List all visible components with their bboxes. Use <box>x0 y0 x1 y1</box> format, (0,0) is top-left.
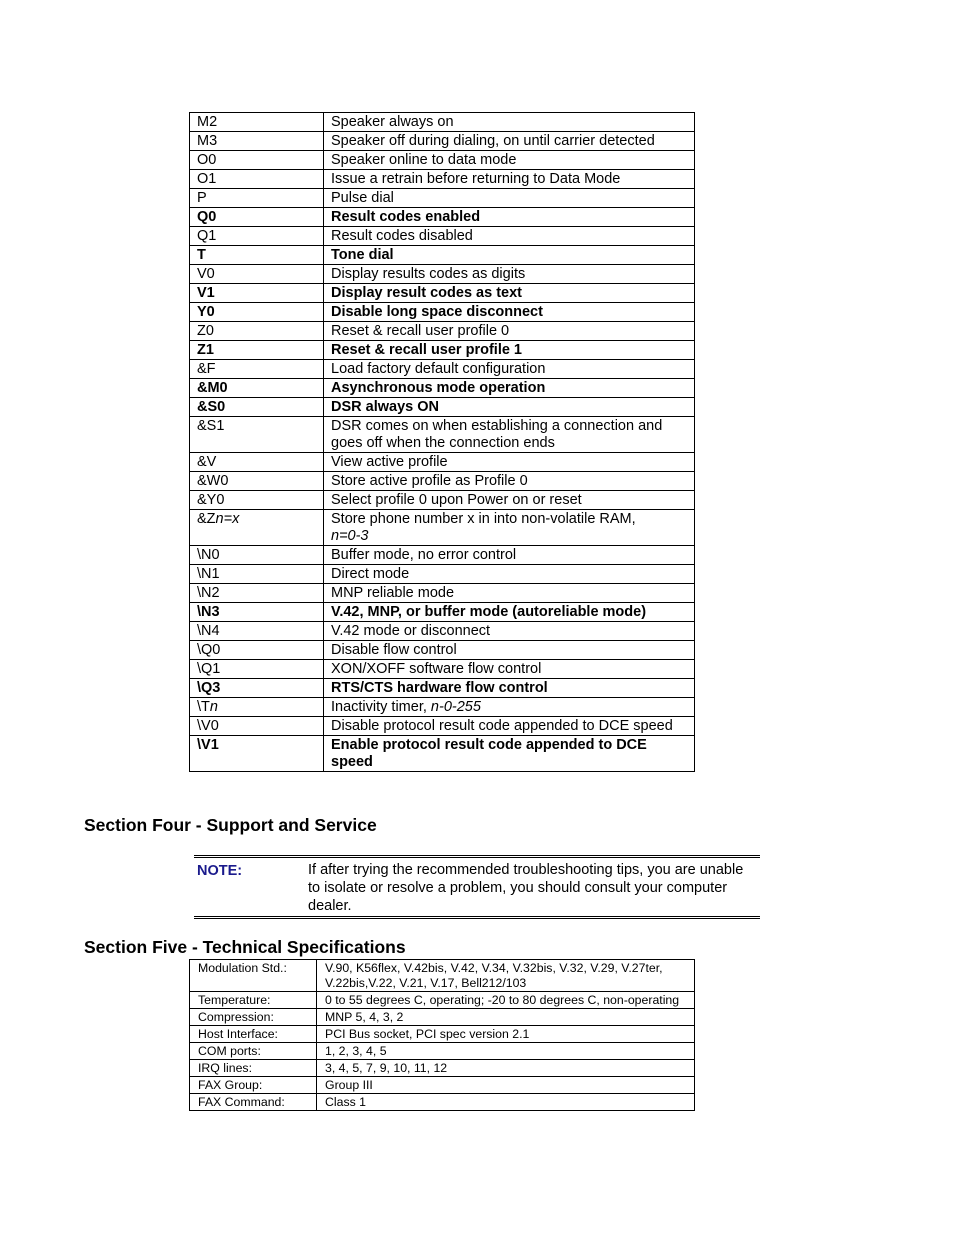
table-row <box>190 1077 695 1094</box>
command-description: View active profile <box>324 453 695 472</box>
command-code-prefix: \T <box>197 699 210 715</box>
command-code: &F <box>190 360 324 379</box>
command-code: T <box>190 246 324 265</box>
command-description: RTS/CTS hardware flow control <box>324 679 695 698</box>
command-description: Direct mode <box>324 565 695 584</box>
table-row <box>190 170 695 189</box>
spec-label: FAX Group: <box>190 1077 317 1094</box>
spec-value: 1, 2, 3, 4, 5 <box>317 1043 695 1060</box>
command-code: \Q0 <box>190 641 324 660</box>
spec-label: FAX Command: <box>190 1094 317 1111</box>
command-description: V.42 mode or disconnect <box>324 622 695 641</box>
command-code: \N1 <box>190 565 324 584</box>
command-description: Disable long space disconnect <box>324 303 695 322</box>
spec-value: PCI Bus socket, PCI spec version 2.1 <box>317 1026 695 1043</box>
command-code: \Q3 <box>190 679 324 698</box>
command-description: MNP reliable mode <box>324 584 695 603</box>
command-description: Display results codes as digits <box>324 265 695 284</box>
table-row <box>190 622 695 641</box>
command-code: &M0 <box>190 379 324 398</box>
command-description-text: Inactivity timer, <box>331 699 431 715</box>
command-description: Speaker always on <box>324 113 695 132</box>
table-row <box>190 1060 695 1077</box>
command-description-param: n=0-3 <box>331 528 369 544</box>
command-description: Disable protocol result code appended to DCE speed <box>324 717 695 736</box>
command-code: \V0 <box>190 717 324 736</box>
command-description: Speaker off during dialing, on until carrier detected <box>324 132 695 151</box>
table-row <box>190 546 695 565</box>
command-description <box>324 698 695 717</box>
table-row <box>190 265 695 284</box>
command-code: &W0 <box>190 472 324 491</box>
table-row <box>190 641 695 660</box>
command-description: Pulse dial <box>324 189 695 208</box>
spec-label: IRQ lines: <box>190 1060 317 1077</box>
table-row <box>190 453 695 472</box>
command-code: O0 <box>190 151 324 170</box>
table-row <box>190 398 695 417</box>
command-code: &S1 <box>190 417 324 453</box>
spec-label: Temperature: <box>190 992 317 1009</box>
note-text: If after trying the recommended troubleshooting tips, you are unable to isolate or resolve a problem, you should consult your computer dealer. <box>308 862 744 914</box>
table-row <box>190 341 695 360</box>
command-description: Asynchronous mode operation <box>324 379 695 398</box>
table-row <box>190 417 695 453</box>
command-description: Store active profile as Profile 0 <box>324 472 695 491</box>
table-row <box>190 132 695 151</box>
command-code: Q1 <box>190 227 324 246</box>
table-row <box>190 379 695 398</box>
spec-label: Modulation Std.: <box>190 960 317 992</box>
command-description: DSR always ON <box>324 398 695 417</box>
command-code <box>190 698 324 717</box>
command-code: \N0 <box>190 546 324 565</box>
table-row <box>190 284 695 303</box>
table-row <box>190 660 695 679</box>
command-code: &V <box>190 453 324 472</box>
table-row <box>190 565 695 584</box>
spec-value: Group III <box>317 1077 695 1094</box>
command-description: Disable flow control <box>324 641 695 660</box>
note-label: NOTE: <box>197 863 243 879</box>
command-description: Issue a retrain before returning to Data Mode <box>324 170 695 189</box>
command-code: V1 <box>190 284 324 303</box>
command-description: Buffer mode, no error control <box>324 546 695 565</box>
command-code: Z1 <box>190 341 324 360</box>
command-code: \N2 <box>190 584 324 603</box>
table-row <box>190 698 695 717</box>
table-row <box>190 603 695 622</box>
command-code: M2 <box>190 113 324 132</box>
spec-label: COM ports: <box>190 1043 317 1060</box>
command-code: &S0 <box>190 398 324 417</box>
spec-value: 3, 4, 5, 7, 9, 10, 11, 12 <box>317 1060 695 1077</box>
command-code <box>190 510 324 546</box>
command-description: Reset & recall user profile 0 <box>324 322 695 341</box>
table-row <box>190 208 695 227</box>
command-code: O1 <box>190 170 324 189</box>
command-code: \Q1 <box>190 660 324 679</box>
table-row <box>190 472 695 491</box>
table-row <box>190 679 695 698</box>
table-row <box>190 1094 695 1111</box>
table-row <box>190 992 695 1009</box>
table-row <box>190 360 695 379</box>
table-row <box>190 1026 695 1043</box>
command-code-prefix: &Z <box>197 511 216 527</box>
spec-label: Host Interface: <box>190 1026 317 1043</box>
command-code: &Y0 <box>190 491 324 510</box>
table-row <box>190 151 695 170</box>
table-row <box>190 491 695 510</box>
command-code: V0 <box>190 265 324 284</box>
command-code: Y0 <box>190 303 324 322</box>
at-command-table <box>189 112 695 772</box>
command-code: Q0 <box>190 208 324 227</box>
command-description <box>324 510 695 546</box>
command-description: Result codes enabled <box>324 208 695 227</box>
spec-value: MNP 5, 4, 3, 2 <box>317 1009 695 1026</box>
table-row <box>190 227 695 246</box>
command-code: \N4 <box>190 622 324 641</box>
section-four-heading: Section Four - Support and Service <box>84 815 377 835</box>
table-row <box>190 736 695 772</box>
table-row <box>190 246 695 265</box>
command-description: Reset & recall user profile 1 <box>324 341 695 360</box>
command-code: M3 <box>190 132 324 151</box>
spec-value: Class 1 <box>317 1094 695 1111</box>
command-code: P <box>190 189 324 208</box>
table-row <box>190 322 695 341</box>
command-description: Result codes disabled <box>324 227 695 246</box>
command-code: \N3 <box>190 603 324 622</box>
command-description: Speaker online to data mode <box>324 151 695 170</box>
command-description-param: n-0-255 <box>430 699 481 715</box>
command-description-text: Store phone number x in into non-volatile RAM, <box>331 511 636 527</box>
command-code-param: n <box>209 699 218 715</box>
command-description: Display result codes as text <box>324 284 695 303</box>
command-description: Enable protocol result code appended to DCE speed <box>324 736 695 772</box>
table-row <box>190 960 695 992</box>
table-row <box>190 1009 695 1026</box>
command-description: Load factory default configuration <box>324 360 695 379</box>
note-box <box>194 855 760 919</box>
command-description: Select profile 0 upon Power on or reset <box>324 491 695 510</box>
table-row <box>190 189 695 208</box>
table-row <box>190 717 695 736</box>
spec-label: Compression: <box>190 1009 317 1026</box>
table-row <box>190 584 695 603</box>
section-five-heading: Section Five - Technical Specifications <box>84 937 406 957</box>
technical-specifications-table <box>189 959 695 1111</box>
table-row <box>190 1043 695 1060</box>
command-description: V.42, MNP, or buffer mode (autoreliable mode) <box>324 603 695 622</box>
command-description: DSR comes on when establishing a connection and goes off when the connection ends <box>324 417 695 453</box>
command-code: \V1 <box>190 736 324 772</box>
command-code: Z0 <box>190 322 324 341</box>
table-row <box>190 510 695 546</box>
command-code-param: n=x <box>215 511 240 527</box>
command-description: Tone dial <box>324 246 695 265</box>
spec-value: 0 to 55 degrees C, operating; -20 to 80 degrees C, non-operating <box>317 992 695 1009</box>
table-row <box>190 113 695 132</box>
spec-value: V.90, K56flex, V.42bis, V.42, V.34, V.32bis, V.32, V.29, V.27ter, V.22bis,V.22, V.21, V.17, Bell212/103 <box>317 960 695 992</box>
table-row <box>190 303 695 322</box>
command-description: XON/XOFF software flow control <box>324 660 695 679</box>
